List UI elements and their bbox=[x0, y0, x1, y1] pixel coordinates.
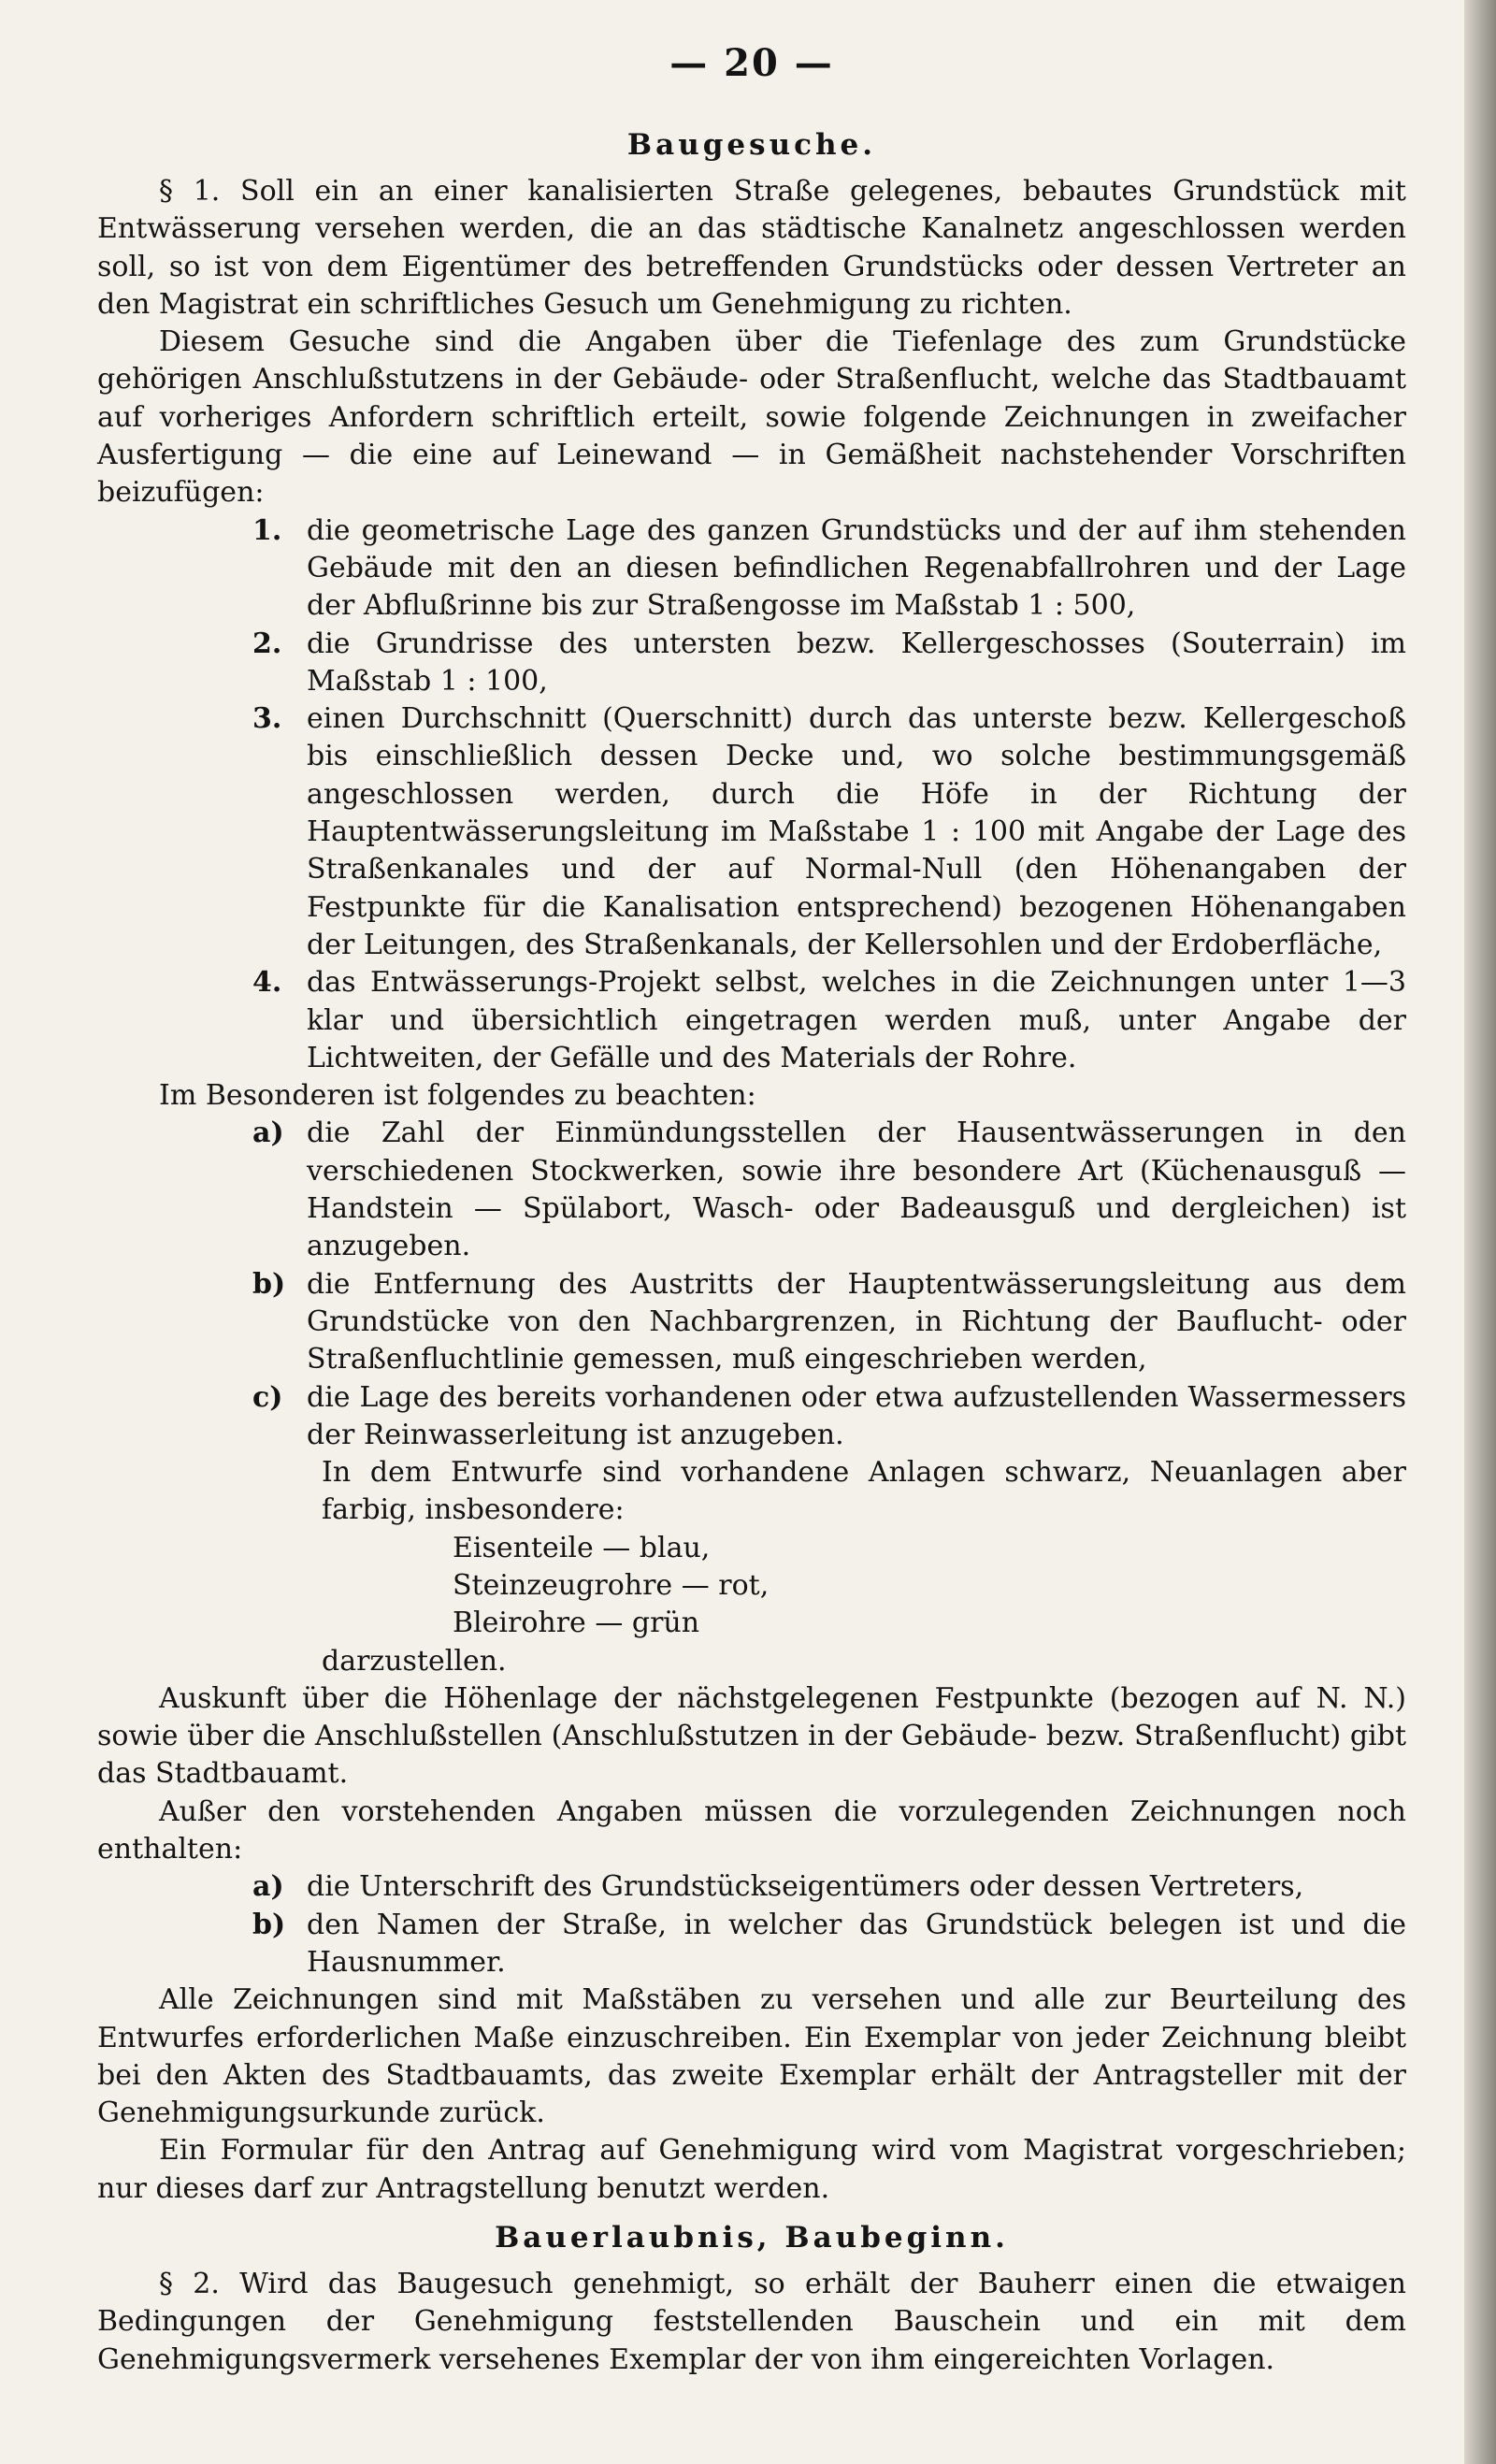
list-item-text: die Zahl der Einmündungsstellen der Hausentwässerungen in den verschiedenen Stockwerken, sowie ihre besondere Art (Küchenausguß — Handstein — Spülabort, Wasch- oder Badeausguß und dergleichen) ist anzugeben. bbox=[307, 1117, 1406, 1263]
color-rule-line: Bleirohre — grün bbox=[453, 1607, 700, 1640]
list-item-text: die Unterschrift des Grundstückseigentümers oder dessen Vertreters, bbox=[307, 1870, 1304, 1904]
paragraph-4: In dem Entwurfe sind vorhandene Anlagen schwarz, Neuanlagen aber farbig, insbesondere: bbox=[322, 1456, 1406, 1527]
list-item bbox=[97, 1868, 1406, 1906]
list-item bbox=[97, 1907, 1406, 1982]
list-item-letter: a) bbox=[252, 1117, 284, 1150]
page-edge-shadow bbox=[1464, 0, 1496, 2464]
paragraph-1: § 1. Soll ein an einer kanalisierten Straße gelegenes, bebautes Grundstück mit Entwässerung versehen werden, die an das städtische Kanalnetz angeschlossen werden soll, so ist von dem Eigentümer des betreffenden Grundstücks oder dessen Vertreter an den Magistrat ein schriftliches Gesuch um Genehmigung zu richten. bbox=[97, 175, 1406, 321]
list-item-letter: b) bbox=[252, 1908, 286, 1941]
paragraph-2: Diesem Gesuche sind die Angaben über die Tiefenlage des zum Grundstücke gehörigen Anschlußstutzens in der Gebäude- oder Straßenflucht, welche das Stadtbauamt auf vorheriges Anfordern schriftlich erteilt, sowie folgende Zeichnungen in zweifacher Ausfertigung — die eine auf Leinewand — in Gemäßheit nachstehender Vorschriften beizufügen: bbox=[97, 325, 1406, 510]
list-item-text: den Namen der Straße, in welcher das Grundstück belegen ist und die Hausnummer. bbox=[307, 1908, 1406, 1979]
paragraph-7: Alle Zeichnungen sind mit Maßstäben zu versehen und alle zur Beurteilung des Entwurfes erforderlichen Maße einzuschreiben. Ein Exemplar von jeder Zeichnung bleibt bei den Akten des Stadtbauamts, das zweite Exemplar erhält der Antragsteller mit der Genehmigungsurkunde zurück. bbox=[97, 1983, 1406, 2130]
lettered-list-2 bbox=[97, 1868, 1406, 1981]
paragraph-5: Auskunft über die Höhenlage der nächstgelegenen Festpunkte (bezogen auf N. N.) sowie über die Anschlußstellen (Anschlußstutzen in der Gebäude- bezw. Straßenflucht) gibt das Stadtbauamt. bbox=[97, 1681, 1406, 1791]
list-item-number: 1. bbox=[252, 513, 282, 547]
list-item-number: 2. bbox=[252, 627, 282, 660]
list-item-text: die Entfernung des Austritts der Hauptentwässerungsleitung aus dem Grundstücke von den Nachbargrenzen, in Richtung der Bauflucht- oder Straßenfluchtlinie gemessen, muß eingeschrieben werden, bbox=[307, 1267, 1406, 1376]
list-item-text: die Lage des bereits vorhandenen oder etwa aufzustellenden Wassermessers der Reinwasserleitung ist anzugeben. bbox=[307, 1380, 1406, 1451]
list-item-text: die Grundrisse des untersten bezw. Kellergeschosses (Souterrain) im Maßstab 1 : 100, bbox=[307, 627, 1406, 698]
paragraph-6: Außer den vorstehenden Angaben müssen die vorzulegenden Zeichnungen noch enthalten: bbox=[97, 1794, 1406, 1866]
list-item-text: einen Durchschnitt (Querschnitt) durch das unterste bezw. Kellergeschoß bis einschließlich dessen Decke und, wo solche bestimmungsgemäß angeschlossen werden, durch die Höfe in der Richtung der Hauptentwässerungsleitung im Maßstabe 1 : 100 mit Angabe der Lage des Straßenkanales und der auf Normal-Null (den Höhenangaben der Festpunkte für die Kanalisation entsprechend) bezogenen Höhenangaben der Leitungen, des Straßenkanals, der Kellersohlen und der Erdoberfläche, bbox=[307, 702, 1406, 961]
list-item bbox=[97, 626, 1406, 701]
section-heading-bauerlaubnis: Bauerlaubnis, Baubeginn. bbox=[495, 2221, 1009, 2255]
paragraph-4-end: darzustellen. bbox=[322, 1644, 507, 1678]
color-rule-line: Eisenteile — blau, bbox=[453, 1531, 711, 1564]
page-number: — 20 — bbox=[669, 41, 834, 85]
list-item bbox=[97, 512, 1406, 626]
numbered-list bbox=[97, 512, 1406, 1077]
paragraph-8: Ein Formular für den Antrag auf Genehmigung wird vom Magistrat vorgeschrieben; nur dieses darf zur Antragstellung benutzt werden. bbox=[97, 2134, 1406, 2205]
list-item-number: 4. bbox=[252, 966, 282, 1000]
list-item-letter: b) bbox=[252, 1267, 286, 1301]
list-item bbox=[97, 1266, 1406, 1379]
list-item bbox=[97, 700, 1406, 964]
section-heading-baugesuche: Baugesuche. bbox=[626, 128, 877, 162]
list-item-letter: c) bbox=[252, 1380, 283, 1414]
list-item-number: 3. bbox=[252, 702, 282, 736]
paragraph-3: Im Besonderen ist folgendes zu beachten: bbox=[159, 1079, 756, 1113]
list-item bbox=[97, 964, 1406, 1077]
paragraph-9: § 2. Wird das Baugesuch genehmigt, so erhält der Bauherr einen die etwaigen Bedingungen der Genehmigung feststellenden Bauschein und ein mit dem Genehmigungsvermerk versehenes Exemplar der von ihm eingereichten Vorlagen. bbox=[97, 2268, 1406, 2376]
color-rule-line: Steinzeugrohre — rot, bbox=[453, 1568, 770, 1602]
list-item-letter: a) bbox=[252, 1870, 284, 1904]
list-item bbox=[97, 1379, 1406, 1455]
list-item bbox=[97, 1115, 1406, 1265]
list-item-text: das Entwässerungs-Projekt selbst, welches in die Zeichnungen unter 1—3 klar und übersichtlich eingetragen werden muß, unter Angabe der Lichtweiten, der Gefälle und des Materials der Rohre. bbox=[307, 966, 1406, 1074]
list-item-text: die geometrische Lage des ganzen Grundstücks und der auf ihm stehenden Gebäude mit den an diesen befindlichen Regenabfallrohren und der Lage der Abflußrinne bis zur Straßengosse im Maßstab 1 : 500, bbox=[307, 513, 1406, 623]
lettered-list bbox=[97, 1115, 1406, 1454]
